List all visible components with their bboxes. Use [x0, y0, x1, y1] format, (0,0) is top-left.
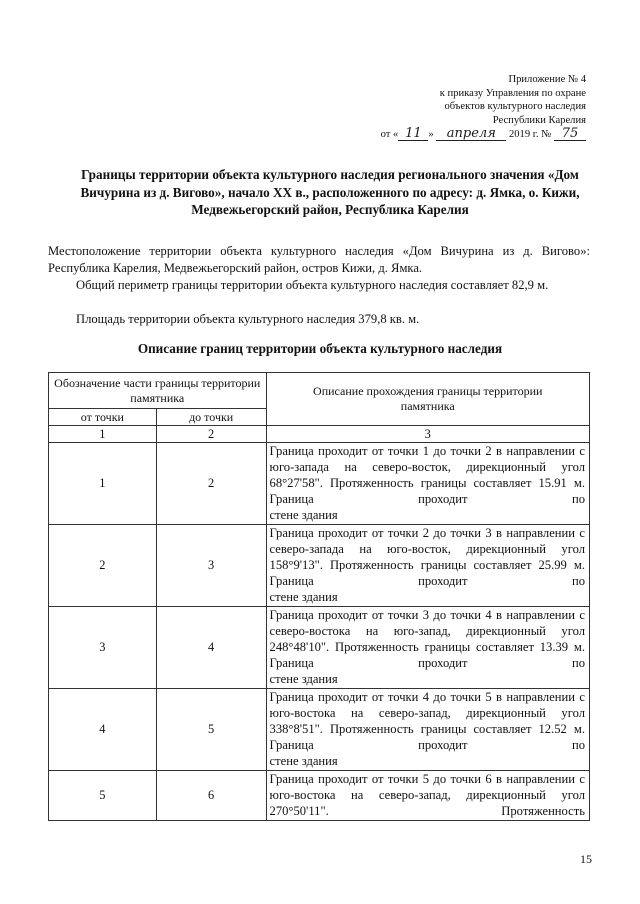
point-from: 3	[49, 607, 157, 689]
point-to: 5	[156, 689, 266, 771]
section-subtitle: Описание границ территории объекта культурного наследия	[137, 341, 503, 356]
boundary-description	[266, 689, 589, 771]
perimeter-paragraph: Общий периметр границы территории объекта культурного наследия составляет 82,9 м.	[76, 278, 549, 292]
date-prefix: от «	[380, 129, 399, 141]
boundary-description	[266, 607, 589, 689]
point-from: 2	[49, 525, 157, 607]
description-end: стене здания	[269, 590, 338, 604]
header-from: от точки	[49, 409, 157, 426]
point-to: 4	[156, 607, 266, 689]
date-month: апреля	[436, 128, 506, 141]
annex-date-line	[381, 128, 586, 142]
date-year: 2019 г. №	[508, 129, 552, 141]
boundary-table	[48, 372, 590, 821]
document-title: Границы территории объекта культурного наследия регионального значения «Дом Вичурина из д. Вигово», начало XX в., расположенного по адресу: д. Ямка, о. Кижи, Медвежьегорский район, Республика Карелия	[80, 167, 580, 217]
annex-order-ref: к приказу Управления по охране	[439, 87, 586, 99]
table-row	[49, 771, 590, 821]
boundary-description	[266, 525, 589, 607]
description-end: стене здания	[269, 508, 338, 522]
annex-region: Республики Карелия	[492, 114, 586, 126]
point-to: 3	[156, 525, 266, 607]
table-row	[49, 525, 590, 607]
description-text: Граница проходит от точки 2 до точки 3 в направлении с северо-запада на юго-восток, дирекционный угол 158°9'13". Протяженность границы составляет 25.99 м. Граница проходит по	[269, 526, 585, 588]
boundary-description	[266, 771, 589, 821]
date-mid: »	[428, 129, 434, 141]
annex-title: Приложение № 4	[508, 74, 586, 85]
area-paragraph: Площадь территории объекта культурного наследия 379,8 кв. м.	[76, 312, 420, 326]
date-day: 11	[398, 128, 428, 141]
header-part: Обозначение части границы территории памятника	[49, 373, 267, 409]
column-number: 3	[266, 426, 589, 443]
description-end: стене здания	[269, 672, 338, 686]
header-to: до точки	[156, 409, 266, 426]
description-end: стене здания	[269, 754, 338, 768]
table-row	[49, 689, 590, 771]
annex-authority: объектов культурного наследия	[444, 101, 586, 113]
description-text: Граница проходит от точки 4 до точки 5 в направлении с юго-востока на северо-запад, дирекционный угол 338°8'51". Протяженность границы составляет 12.52 м. Граница проходит по	[269, 690, 585, 752]
point-from: 1	[49, 443, 157, 525]
table-row	[49, 443, 590, 525]
location-paragraph: Местоположение территории объекта культурного наследия «Дом Вичурина из д. Вигово»: Республика Карелия, Медвежьегорский район, остров Кижи, д. Ямка.	[48, 244, 590, 276]
description-text: Граница проходит от точки 3 до точки 4 в направлении с северо-востока на юго-запад, дирекционный угол 248°48'10". Протяженность границы составляет 13.39 м. Граница проходит по	[269, 608, 585, 670]
description-text: Граница проходит от точки 1 до точки 2 в направлении с юго-запада на северо-восток, дирекционный угол 68°27'58". Протяженность границы составляет 15.91 м. Граница проходит по	[269, 444, 585, 506]
description-text: Граница проходит от точки 5 до точки 6 в направлении с юго-востока на северо-запад, дирекционный угол 270°50'11". Протяженность	[269, 772, 585, 818]
point-to: 2	[156, 443, 266, 525]
table-row	[49, 607, 590, 689]
column-number: 2	[156, 426, 266, 443]
annex-block	[381, 73, 586, 142]
point-from: 5	[49, 771, 157, 821]
column-number: 1	[49, 426, 157, 443]
point-from: 4	[49, 689, 157, 771]
header-desc: Описание прохождения границы территории памятника	[266, 373, 589, 426]
point-to: 6	[156, 771, 266, 821]
page-number: 15	[580, 852, 592, 866]
boundary-description	[266, 443, 589, 525]
order-number: 75	[554, 128, 586, 141]
